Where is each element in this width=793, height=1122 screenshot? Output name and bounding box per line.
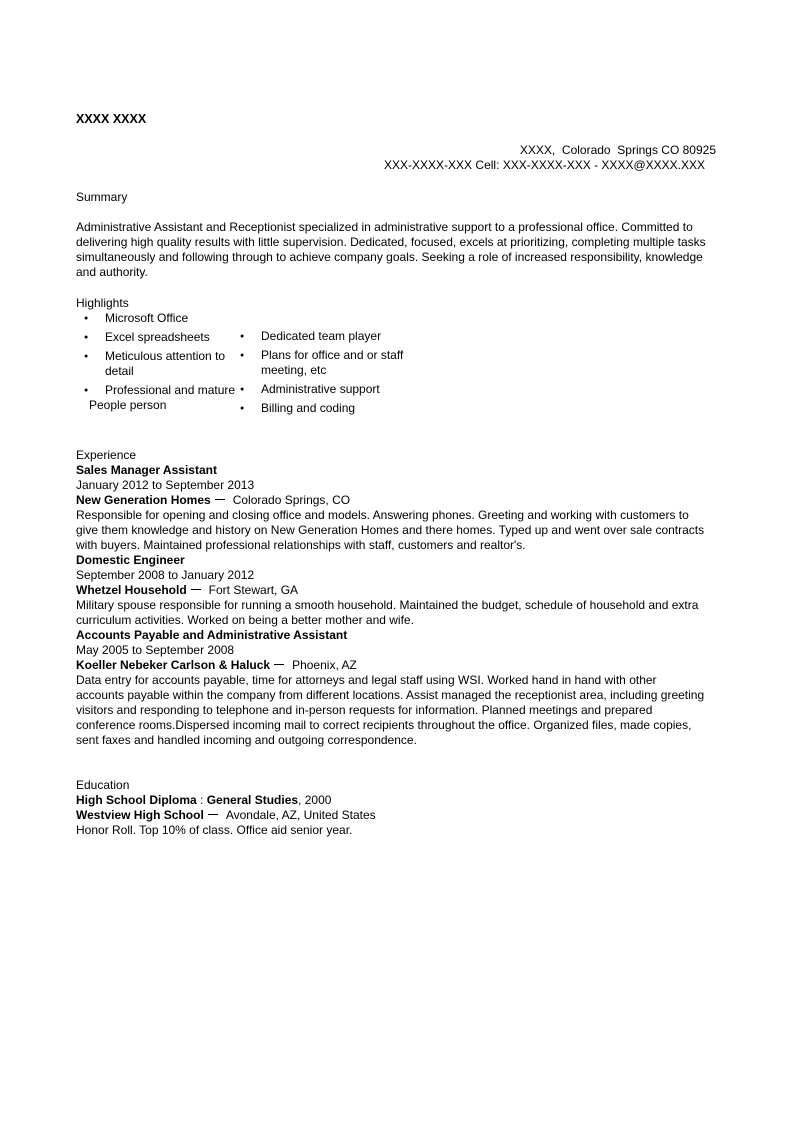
address-line: XXXX, Colorado Springs CO 80925 [519,143,716,157]
education-title: Education [76,778,130,792]
summary-section [76,190,706,280]
job-location: Phoenix, AZ [292,658,357,672]
school-line [76,808,706,823]
dash-separator [191,589,201,590]
summary-title: Summary [76,190,128,204]
highlights-right-list [232,329,432,420]
school-name: Westview High School [76,808,204,822]
highlight-item: ● Administrative support [232,382,432,397]
highlight-item: People person [89,398,167,412]
highlight-item: ● Billing and coding [232,401,432,416]
job-employer: Koeller Nebeker Carlson & Haluck [76,658,271,672]
highlight-item: ● Dedicated team player [232,329,432,344]
education-notes: Honor Roll. Top 10% of class. Office aid senior year. [76,823,353,837]
job-employer-line [76,658,706,673]
job-dates: January 2012 to September 2013 [76,478,255,492]
degree: High School Diploma [76,793,197,807]
highlight-item: ● Microsoft Office [76,311,236,326]
experience-title: Experience [76,448,137,462]
highlights-title: Highlights [76,296,129,310]
highlight-item: ● Professional and mature [76,383,236,398]
job-location: Colorado Springs, CO [232,493,351,507]
highlight-item: ● Meticulous attention to detail [76,349,236,379]
job-title: Domestic Engineer [76,553,185,567]
job-employer: Whetzel Household [76,583,187,597]
dash-separator [208,814,218,815]
job-title: Accounts Payable and Administrative Assistant [76,628,348,642]
job-description: Responsible for opening and closing office and models. Answering phones. Greeting and working with customers to give them knowledge and history on New Generation Homes and there homes. Typed up and went over sale contracts with buyers. Maintained professional relationships with staff, customers and realtor's. [76,508,705,552]
degree-line [76,793,706,808]
highlights-section [76,296,706,436]
field-of-study: General Studies [206,793,299,807]
highlights-left-list [76,311,236,417]
graduation-year: , 2000 [298,793,332,807]
job-employer: New Generation Homes [76,493,211,507]
job-entry [76,628,706,748]
job-employer-line [76,493,706,508]
job-entry [76,463,706,553]
highlight-item: ● Excel spreadsheets [76,330,236,345]
job-dates: September 2008 to January 2012 [76,568,255,582]
job-dates: May 2005 to September 2008 [76,643,235,657]
school-location: Avondale, AZ, United States [225,808,376,822]
job-employer-line [76,583,706,598]
experience-section [76,448,706,748]
candidate-name: XXXX XXXX [76,112,147,126]
degree-separator: : [196,793,207,807]
contact-block [300,143,716,173]
job-title: Sales Manager Assistant [76,463,217,477]
summary-text: Administrative Assistant and Receptionist specialized in administrative support to a professional office. Committed to delivering high quality results with little supervision. Dedicated, focused, excels at prioritizing, completing multiple tasks simultaneously and following through to achieve company goals. Seeking a role of increased responsibility, knowledge and authority. [76,220,706,279]
job-description: Military spouse responsible for running a smooth household. Maintained the budget, schedule of household and extra curriculum activities. Worked on being a better mother and wife. [76,598,699,627]
dash-separator [215,499,225,500]
job-location: Fort Stewart, GA [208,583,299,597]
job-entry [76,553,706,628]
job-description: Data entry for accounts payable, time for attorneys and legal staff using WSI. Worked hand in hand with other accounts payable within the company from different locations. Assist managed the receptionist area, including greeting visitors and responding to telephone and in-person requests for information. Planned meetings and prepared conference rooms.Dispersed incoming mail to correct recipients throughout the office. Organized files, made copies, sent faxes and handled incoming and outgoing correspondence. [76,673,705,747]
education-section [76,778,706,838]
highlight-item: ● Plans for office and or staff meeting, etc [232,348,432,378]
dash-separator [274,664,284,665]
contact-line: XXX-XXXX-XXX Cell: XXX-XXXX-XXX - XXXX@XXXX.XXX [384,158,705,172]
